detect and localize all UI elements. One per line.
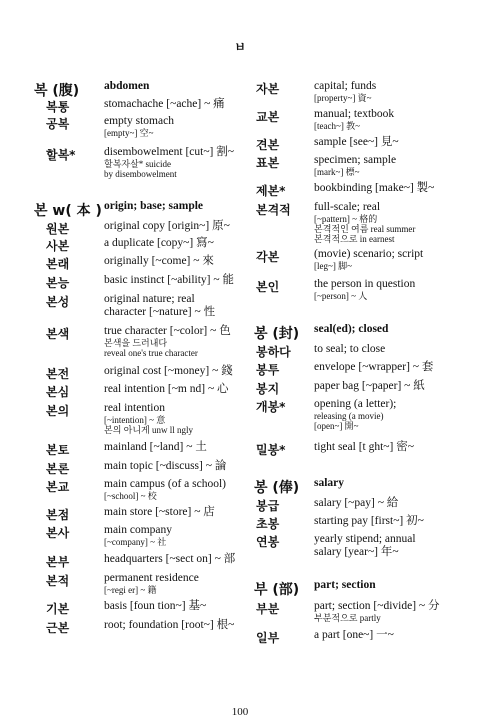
definition-line: abdomen (104, 80, 150, 92)
definition-line: (movie) scenario; script (314, 248, 424, 260)
definition-note: releasing (a movie) (314, 410, 384, 421)
headword: 봉하다 (256, 345, 291, 359)
section-letter: ㅂ (234, 40, 246, 54)
definition-line: disembowelment [cut~] 割~ (104, 146, 234, 158)
definition-line: paper bag [~paper] ~ 紙 (314, 380, 425, 392)
definition-note: [property~] 資~ (314, 92, 372, 103)
definition (104, 600, 250, 613)
definition-line: real intention (104, 402, 165, 414)
headword: 제본* (256, 184, 286, 198)
definition (104, 115, 250, 138)
definition-line: basis [foun tion~] 基~ (104, 600, 207, 612)
definition (314, 477, 480, 490)
headword: 할복* (46, 148, 76, 162)
definition (104, 478, 250, 501)
definition-note: [empty~] 空~ (104, 127, 154, 138)
headword: 본능 (46, 276, 70, 290)
definition (314, 361, 480, 374)
headword: 본적 (46, 574, 70, 588)
headword: 교본 (256, 110, 280, 124)
definition-line: main topic [~discuss] ~ 論 (104, 460, 227, 472)
definition (314, 201, 480, 244)
definition-note: 할복자살* suicide (104, 158, 172, 169)
definition-line: seal(ed); closed (314, 323, 389, 335)
definition-line: capital; funds (314, 80, 377, 92)
definition-note: character [~nature] ~ 性 (104, 305, 216, 318)
definition-line: original cost [~money] ~ 錢 (104, 365, 233, 377)
definition (104, 524, 250, 547)
headword: 복통 (46, 100, 70, 114)
definition-note: [open~] 開~ (314, 420, 359, 431)
definition (314, 579, 480, 592)
definition (314, 533, 480, 558)
headword: 기본 (46, 602, 70, 616)
definition-line: salary [~pay] ~ 給 (314, 497, 399, 509)
definition (314, 278, 480, 301)
headword: 본점 (46, 508, 70, 522)
definition-note: 본격적인 여름 real summer (314, 223, 416, 234)
definition-line: a part [one~] 一~ (314, 629, 394, 641)
headword: 봉지 (256, 382, 280, 396)
definition (104, 200, 250, 213)
definition-line: original nature; real (104, 293, 195, 305)
definition (104, 506, 250, 519)
definition-line: main company (104, 524, 173, 536)
definition-line: sample [see~] 見~ (314, 136, 399, 148)
definition (314, 182, 480, 195)
headword: 사본 (46, 239, 70, 253)
headword: 부 (部) (254, 582, 300, 598)
definition-line: part; section (314, 579, 376, 591)
definition-line: main store [~store] ~ 店 (104, 506, 215, 518)
definition-note: [~person] ~ 人 (314, 290, 368, 301)
headword: 봉급 (256, 499, 280, 513)
definition (104, 220, 250, 233)
definition-note: salary [year~] 年~ (314, 545, 399, 558)
definition-line: stomachache [~ache] ~ 痛 (104, 98, 225, 110)
definition (314, 441, 480, 454)
definition (314, 154, 480, 177)
headword: 본심 (46, 385, 70, 399)
definition (314, 515, 480, 528)
definition-line: bookbinding [make~] 製~ (314, 182, 435, 194)
headword: 원본 (46, 222, 70, 236)
definition-line: tight seal [t ght~] 密~ (314, 441, 414, 453)
headword: 본격적 (256, 203, 291, 217)
headword: 본인 (256, 280, 280, 294)
definition-line: starting pay [first~] 初~ (314, 515, 424, 527)
definition (104, 365, 250, 378)
definition (314, 136, 480, 149)
definition-note: [~regi er] ~ 籍 (104, 584, 157, 595)
definition (314, 629, 480, 642)
definition-note: [~school] ~ 校 (104, 490, 157, 501)
headword: 자본 (256, 82, 280, 96)
headword: 표본 (256, 156, 280, 170)
headword: 본교 (46, 480, 70, 494)
definition (104, 146, 250, 179)
headword: 봉 (封) (254, 326, 300, 342)
definition-line: real intention [~m nd] ~ 心 (104, 383, 229, 395)
headword: 공복 (46, 117, 70, 131)
headword: 근본 (46, 621, 70, 635)
definition-line: yearly stipend; annual (314, 533, 416, 545)
definition-line: permanent residence (104, 572, 199, 584)
headword: 개봉* (256, 400, 286, 414)
definition-line: headquarters [~sect on] ~ 部 (104, 553, 236, 565)
definition-note: [leg~] 脚~ (314, 260, 352, 271)
definition-line: specimen; sample (314, 154, 397, 166)
definition-note: [~intention] ~ 意 (104, 414, 166, 425)
definition (314, 600, 480, 623)
headword: 본사 (46, 526, 70, 540)
definition-note: by disembowelment (104, 168, 177, 179)
definition-line: to seal; to close (314, 343, 386, 355)
headword: 본성 (46, 295, 70, 309)
definition (314, 497, 480, 510)
definition (314, 80, 480, 103)
definition-note: 본의 아니게 unw ll ngly (104, 424, 193, 435)
definition (104, 572, 250, 595)
page-number: 100 (231, 706, 249, 718)
definition (104, 80, 250, 93)
definition (314, 398, 480, 431)
definition-line: part; section [~divide] ~ 分 (314, 600, 440, 612)
definition-note: [mark~] 標~ (314, 166, 360, 177)
headword: 본토 (46, 443, 70, 457)
headword: 본론 (46, 462, 70, 476)
definition-note: [~company] ~ 社 (104, 536, 167, 547)
definition-note: reveal one's true character (104, 347, 198, 358)
headword: 봉투 (256, 363, 280, 377)
headword: 일부 (256, 631, 280, 645)
headword: 본래 (46, 257, 70, 271)
definition-line: origin; base; sample (104, 200, 204, 212)
definition-line: basic instinct [~ability] ~ 能 (104, 274, 234, 286)
definition-line: salary (314, 477, 345, 489)
definition-line: opening (a letter); (314, 398, 397, 410)
definition (314, 108, 480, 131)
headword: 본부 (46, 555, 70, 569)
definition (314, 380, 480, 393)
definition (104, 98, 250, 111)
definition (104, 460, 250, 473)
definition (104, 553, 250, 566)
definition (314, 323, 480, 336)
definition-line: root; foundation [root~] 根~ (104, 619, 235, 631)
definition-line: full-scale; real (314, 201, 381, 213)
definition (104, 619, 250, 632)
headword: 본전 (46, 367, 70, 381)
definition (104, 293, 250, 318)
definition-line: manual; textbook (314, 108, 395, 120)
headword: 초봉 (256, 517, 280, 531)
definition (104, 441, 250, 454)
headword: 연봉 (256, 535, 280, 549)
definition-line: empty stomach (104, 115, 174, 127)
definition (104, 274, 250, 287)
definition-line: true character [~color] ~ 色 (104, 325, 231, 337)
definition-note: 본색을 드러내다 (104, 337, 168, 348)
headword: 부분 (256, 602, 280, 616)
headword: 복 (腹) (34, 83, 80, 99)
definition-line: main campus (of a school) (104, 478, 226, 490)
headword: 본색 (46, 327, 70, 341)
definition-line: originally [~come] ~ 來 (104, 255, 214, 267)
headword: 견본 (256, 138, 280, 152)
headword: 본의 (46, 404, 70, 418)
headword: 각본 (256, 250, 280, 264)
definition (104, 237, 250, 250)
definition-note: 부분적으로 partly (314, 612, 381, 623)
definition-line: mainland [~land] ~ 土 (104, 441, 207, 453)
definition-line: the person in question (314, 278, 416, 290)
definition (104, 255, 250, 268)
definition (104, 402, 250, 435)
headword: 봉 (俸) (254, 480, 300, 496)
definition-line: a duplicate [copy~] 寫~ (104, 237, 214, 249)
definition-note: [teach~] 教~ (314, 120, 360, 131)
definition-line: envelope [~wrapper] ~ 套 (314, 361, 434, 373)
definition (104, 383, 250, 396)
definition-note: 본격적으로 in earnest (314, 233, 395, 244)
headword: 밀봉* (256, 443, 286, 457)
definition (104, 325, 250, 358)
definition-line: original copy [origin~] 原~ (104, 220, 230, 232)
definition (314, 248, 480, 271)
definition-note: [~pattern] ~ 格的 (314, 213, 378, 224)
definition (314, 343, 480, 356)
headword: 본 w( 本 ) (34, 203, 102, 219)
